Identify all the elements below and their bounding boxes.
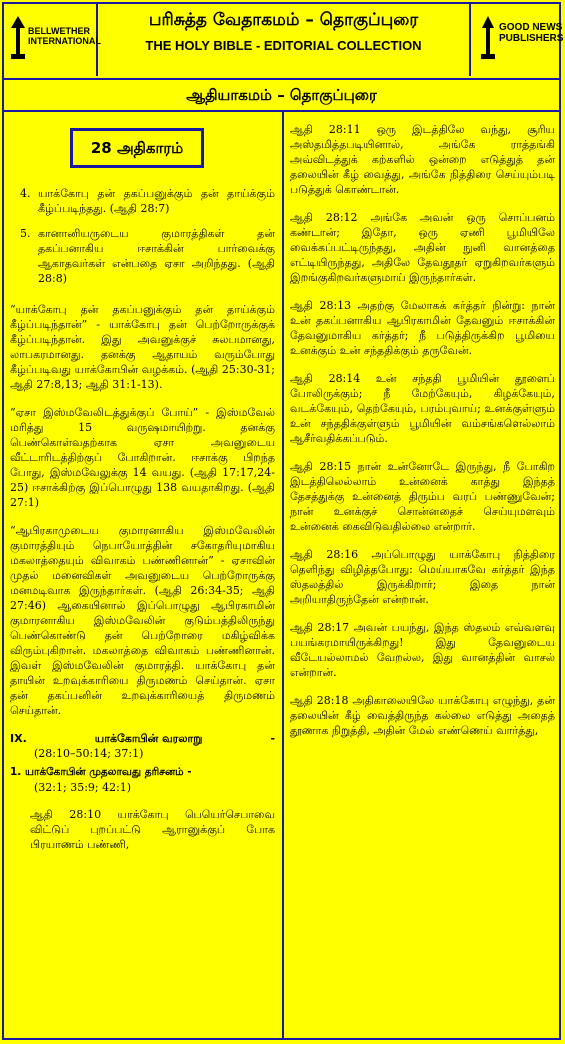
- torch-icon: [477, 14, 499, 62]
- item-text: கானானியருடைய குமாரத்திகள் தன் தகப்பனாகிய ஈசாக்கின் பார்வைக்கு ஆகாதவர்கள் என்பதை ஏசா அறிந்தது. (ஆதி 28:8): [38, 227, 275, 285]
- subsection-heading: [10, 765, 275, 780]
- book-title: ஆதியாகமம் – தொகுப்புரை: [186, 86, 377, 104]
- commentary-paragraph: “ஆபிரகாமுடைய குமாரனாகிய இஸ்மவேலின் குமாரத்தியும் நெபாயோத்தின் சகோதரியுமாகிய மகலாத்தையும் விவாகம் பண்ணினான்” - ஏசாவின் முதல் மனைவிகள் அவனுடைய பெற்றோருக்கு மனமடிவாக இருந்தார்கள். (ஆதி 26:34-35; ஆதி 27:46) ஆகையினால் இப்பொழுது ஆபிரகாமின் குமாரனாகிய இஸ்மவேலின் குடும்பத்திலிருந்து பெண்கொண்டு தன் பெற்றோரை மகிழ்விக்க விரும்புகிறான். மகலாத்தை விவாகம் பண்ணினான். இவள் இஸ்மவேலின் குமாரத்தி. யாக்கோபு தன் தாயின் உறவுக்காரியை திருமணம் செய்தான். ஏசா தன் தகப்பனின் உறவுக்காரியைத் திருமணம் செய்தான்.: [10, 524, 275, 717]
- header-title-block: [98, 2, 469, 76]
- good-news-logo: [469, 2, 565, 76]
- section-reference: (28:10–50:14; 37:1): [34, 747, 144, 760]
- subsection-title: யாக்கோபின் முதலாவது தரிசனம் -: [24, 766, 192, 778]
- verse-paragraph: ஆதி 28:18 அதிகாலையிலே யாக்கோபு எழுந்து, தன் தலையின் கீழ் வைத்திருந்த கல்லை எடுத்து அதைத் தூணாக நிறுத்தி, அதின் மேல் எண்ணெய் வார்த்து,: [290, 694, 555, 737]
- verse-paragraph: ஆதி 28:13 அதற்கு மேலாகக் கர்த்தர் நின்று: நான் உன் தகப்பனாகிய ஆபிரகாமின் தேவனும் ஈசாக்கின் தேவனுமாகிய கர்த்தர்; நீ படுத்திருக்கிற பூமியை உனக்கும் உன் சந்ததிக்கும் தருவேன்.: [290, 299, 555, 357]
- bellwether-logo: [2, 2, 101, 76]
- left-logo-text: BELLWETHER INTERNATIONAL: [28, 26, 101, 46]
- bell-icon: [8, 14, 28, 62]
- section-title: யாக்கோபின் வரலாறு: [94, 732, 203, 745]
- right-logo-text: GOOD NEWS PUBLISHERS: [499, 22, 564, 44]
- section-number: IX.: [10, 732, 27, 745]
- list-item: [20, 226, 275, 286]
- verse-paragraph: ஆதி 28:17 அவன் பயந்து, இந்த ஸ்தலம் எவ்வளவு பயங்கரமாயிருக்கிறது! இது தேவனுடைய வீடேயல்லாமல் வேறல்ல, இது வானத்தின் வாசல் என்றான்.: [290, 621, 555, 679]
- verse-paragraph: ஆதி 28:14 உன் சந்ததி பூமியின் தூளைப் போலிருக்கும்; நீ மேற்கேயும், கிழக்கேயும், வடக்கேயும், தெற்கேயும், பரம்புவாய்; உனக்குள்ளும் உன் சந்ததிக்குள்ளும் பூமியின் வம்சங்களெல்லாம் ஆசீர்வதிக்கப்படும்.: [290, 372, 555, 445]
- right-column: [290, 112, 555, 751]
- subsection-number: 1.: [10, 766, 22, 778]
- left-column: [10, 112, 275, 865]
- commentary-paragraph: “யாக்கோபு தன் தகப்பனுக்கும் தன் தாய்க்கும் கீழ்ப்படிந்தான்” - யாக்கோபு தன் பெற்றோருக்குக் கீழ்ப்படிந்தான். இது அவனுக்குச் சுலபமானது, லாபகரமானது. தனக்கு ஆதாயம் வரும்போது கீழ்ப்படிவது யாக்கோபின் வழக்கம். (ஆதி 25:30-31; ஆதி 27:8,13; ஆதி 31:1-13).: [10, 303, 275, 391]
- verse-paragraph: ஆதி 28:11 ஒரு இடத்திலே வந்து, சூரிய அஸ்தமித்தபடியினால், அங்கே ராத்தங்கி அவ்விடத்துக் கற்களில் ஒன்றை எடுத்துத் தன் தலையின் கீழ் வைத்து, அங்கே நித்திரை செய்யும்படி படுத்துக் கொண்டான்.: [290, 123, 555, 196]
- verse-paragraph: ஆதி 28:12 அங்கே அவன் ஒரு சொப்பனம் கண்டான்; இதோ, ஒரு ஏணி பூமியிலே வைக்கப்பட்டிருந்தது, அதின் நுனி வானத்தை எட்டியிருந்தது, அதிலே தேவதூதர் ஏறுகிறவர்களும் இறங்குகிறவர்களுமாய் இருந்தார்கள்.: [290, 211, 555, 284]
- section-heading: [10, 731, 275, 746]
- item-number: 4.: [20, 187, 31, 200]
- list-item: [20, 186, 275, 216]
- commentary-paragraph: “ஏசா இஸ்மவேலிடத்துக்குப் போய்” - இஸ்மவேல் மரித்து 15 வருஷமாயிற்று. தனக்கு பெண்கொள்வதற்காக ஏசா அவனுடைய வீட்டாரிடத்திற்குப் போகிறான். ஈசாக்கு பிறந்த போது, இஸ்மவேலுக்கு 14 வயது. (ஆதி 17:17,24-25) ஈசாக்கிற்கு இப்பொழுது 138 வயதாகிறது. (ஆதி 27:1): [10, 406, 275, 509]
- subsection-reference: (32:1; 35:9; 42:1): [34, 781, 132, 794]
- item-number: 5.: [20, 227, 31, 240]
- section-dash: -: [270, 732, 275, 745]
- verse-paragraph: ஆதி 28:10 யாக்கோபு பெயெர்செபாவை விட்டுப் புறப்பட்டு ஆரானுக்குப் போக பிரயாணம் பண்ணி,: [30, 808, 275, 851]
- verse-paragraph: ஆதி 28:15 நான் உன்னோடே இருந்து, நீ போகிற இடத்திலெல்லாம் உன்னைக் காத்து இந்தத் தேசத்துக்கு உன்னைத் திரும்ப வரப் பண்ணுவேன்; நான் உனக்குச் சொன்னதைச் செய்யுமளவும் உன்னைக் கைவிடுவதில்லை என்றார்.: [290, 460, 555, 533]
- item-text: யாக்கோபு தன் தகப்பனுக்கும் தன் தாய்க்கும் கீழ்ப்படிந்தது. (ஆதி 28:7): [38, 187, 275, 215]
- tamil-title: பரிசுத்த வேதாகமம் – தொகுப்புரை: [148, 10, 419, 30]
- chapter-heading: 28 அதிகாரம்: [70, 128, 204, 168]
- column-divider: [282, 112, 284, 1040]
- english-title: THE HOLY BIBLE - EDITORIAL COLLECTION: [145, 38, 422, 53]
- verse-paragraph: ஆதி 28:16 அப்பொழுது யாக்கோபு நித்திரை தெளிந்து விழித்தபோது: மெய்யாகவே கர்த்தர் இந்த ஸ்தலத்தில் இருக்கிறார்; இதை நான் அறியாதிருந்தேன் என்றான்.: [290, 548, 555, 606]
